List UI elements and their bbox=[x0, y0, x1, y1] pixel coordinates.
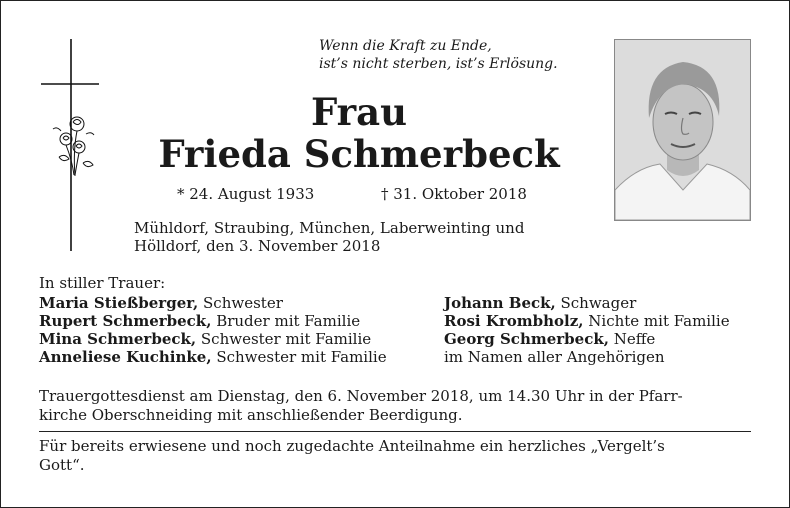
honorific: Frau bbox=[311, 90, 407, 134]
birth-date: * 24. August 1933 bbox=[177, 185, 315, 203]
portrait-photo bbox=[614, 39, 751, 221]
thanks-line-1: Für bereits erwiesene und noch zugedachte Anteilnahme ein herzliches „Vergelt’s bbox=[39, 437, 665, 455]
mourner-row bbox=[39, 294, 387, 312]
thanks-note bbox=[39, 437, 751, 475]
motto-line-2: ist’s nicht sterben, ist’s Erlösung. bbox=[319, 56, 558, 72]
death-date: † 31. Oktober 2018 bbox=[381, 185, 527, 203]
mourner-row bbox=[39, 330, 387, 348]
mourner-relation: im Namen aller Angehörigen bbox=[444, 348, 665, 366]
mourner-row bbox=[444, 294, 730, 312]
mourner-name: Mina Schmerbeck, bbox=[39, 330, 197, 348]
full-name: Frieda Schmerbeck bbox=[158, 132, 560, 176]
place-line-2: Hölldorf, den 3. November 2018 bbox=[134, 237, 381, 255]
place-and-date bbox=[134, 219, 594, 255]
mourner-relation: Schwester bbox=[198, 294, 283, 312]
funeral-service-info bbox=[39, 387, 751, 425]
mourner-row bbox=[444, 348, 730, 366]
mourners-heading: In stiller Trauer: bbox=[39, 274, 166, 292]
mourner-name: Rosi Krombholz, bbox=[444, 312, 584, 330]
place-line-1: Mühldorf, Straubing, München, Laberweinting und bbox=[134, 219, 525, 237]
mourner-name: Georg Schmerbeck, bbox=[444, 330, 609, 348]
mourner-name: Maria Stießberger, bbox=[39, 294, 199, 312]
cross-with-roses-icon bbox=[39, 39, 103, 251]
mourner-relation: Nichte mit Familie bbox=[583, 312, 730, 330]
mourner-row bbox=[444, 330, 730, 348]
mourner-name: Rupert Schmerbeck, bbox=[39, 312, 212, 330]
service-line-1: Trauergottesdienst am Dienstag, den 6. November 2018, um 14.30 Uhr in der Pfarr- bbox=[39, 387, 683, 405]
motto bbox=[319, 37, 589, 73]
mourner-relation: Neffe bbox=[608, 330, 656, 348]
mourners-right-column bbox=[444, 294, 730, 366]
deceased-name bbox=[149, 91, 569, 175]
mourner-name: Johann Beck, bbox=[444, 294, 556, 312]
mourner-relation: Schwester mit Familie bbox=[196, 330, 372, 348]
thanks-line-2: Gott“. bbox=[39, 456, 85, 474]
mourner-relation: Schwager bbox=[555, 294, 637, 312]
mourner-name: Anneliese Kuchinke, bbox=[39, 348, 212, 366]
mourner-row bbox=[39, 348, 387, 366]
mourner-row bbox=[39, 312, 387, 330]
motto-line-1: Wenn die Kraft zu Ende, bbox=[319, 38, 492, 54]
mourners-left-column bbox=[39, 294, 387, 366]
service-line-2: kirche Oberschneiding mit anschließender Beerdigung. bbox=[39, 406, 463, 424]
divider bbox=[39, 431, 751, 432]
mourner-row bbox=[444, 312, 730, 330]
mourner-relation: Schwester mit Familie bbox=[211, 348, 387, 366]
mourner-relation: Bruder mit Familie bbox=[211, 312, 361, 330]
